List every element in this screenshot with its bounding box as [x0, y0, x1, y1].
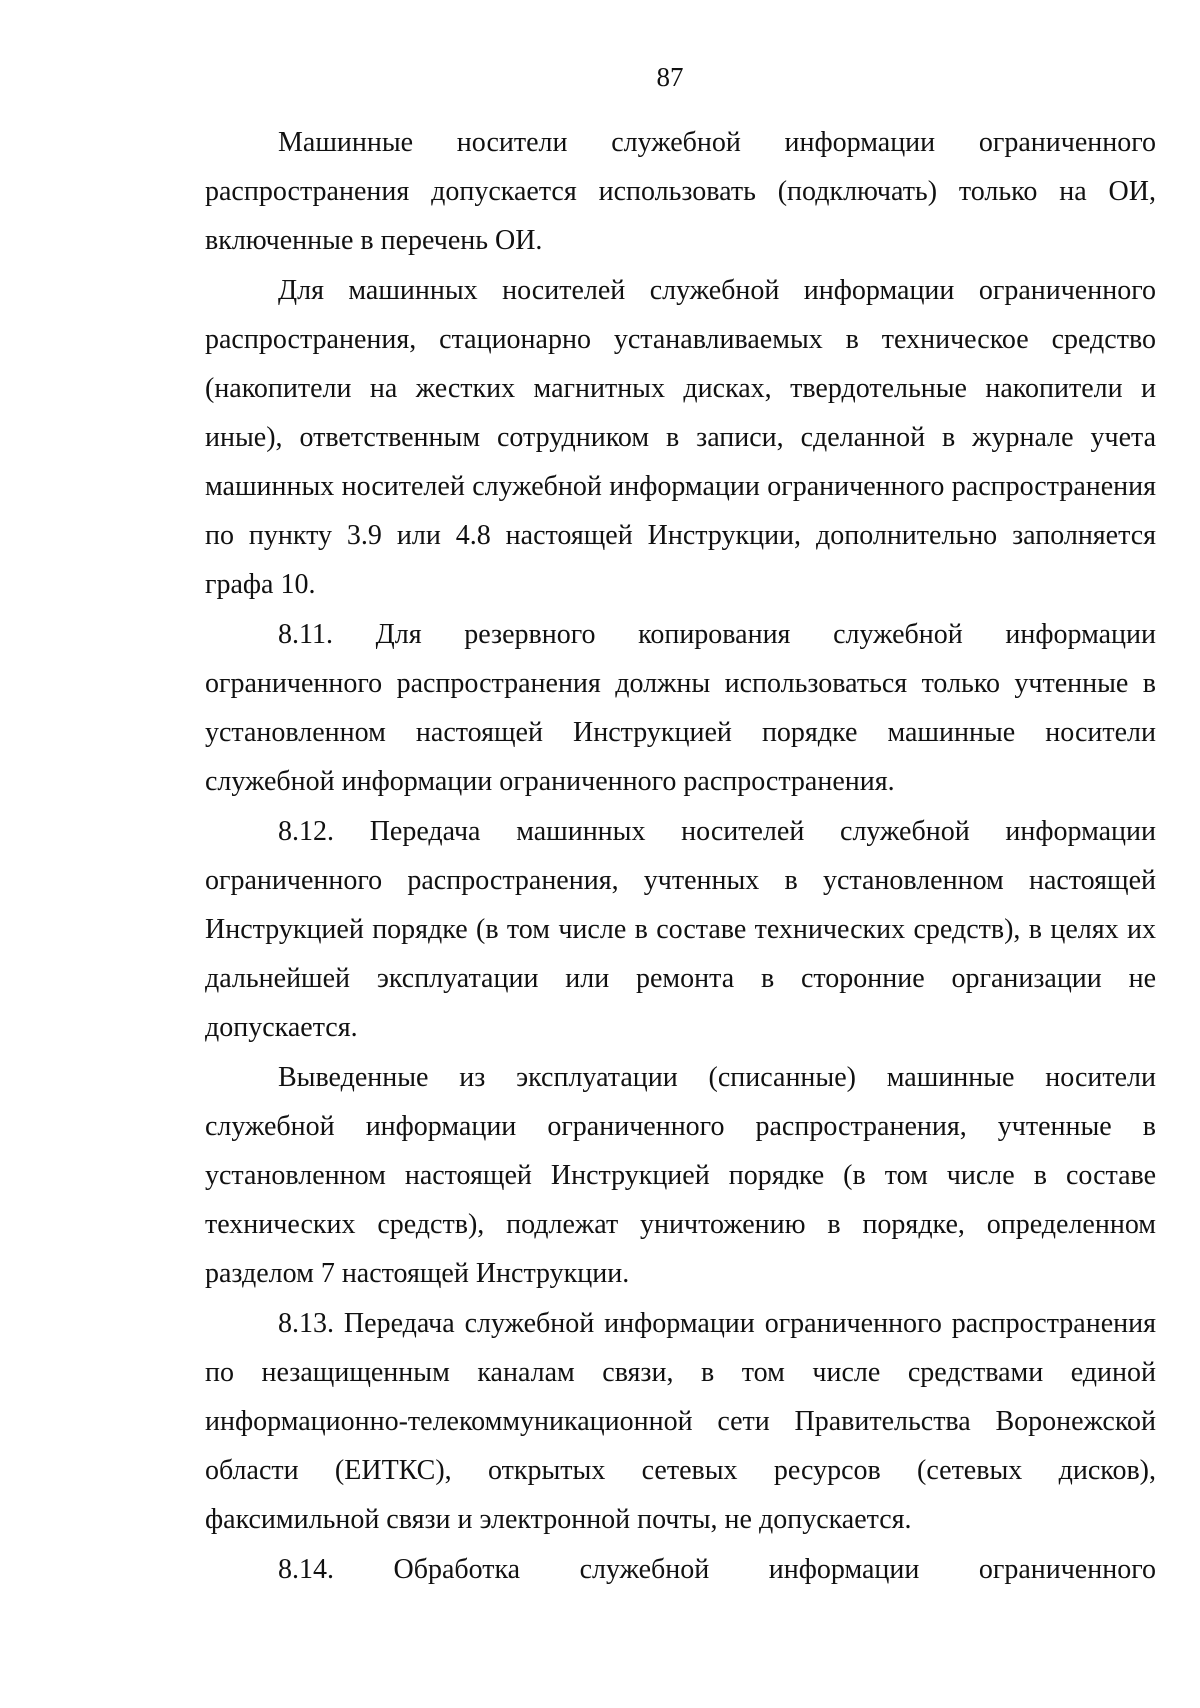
page-number: 87	[656, 62, 684, 92]
paragraph-decommissioned-media: Выведенные из эксплуатации (списанные) машинные носители служебной информации ограниченного распространения, учтенные в установленном настоящей Инструкцией порядке (в том числе в составе технических средств), подлежат уничтожению в порядке, определенном разделом 7 настоящей Инструкции.	[205, 1062, 1156, 1289]
paragraph-8-13-channels: 8.13. Передача служебной информации ограниченного распространения по незащищенным каналам связи, в том числе средствами единой информационно-телекоммуникационной сети Правительства Воронежской области (ЕИТКС), открытых сетевых ресурсов (сетевых дисков), факсимильной связи и электронной почты, не допускается.	[205, 1308, 1156, 1535]
paragraph-8-12-transfer: 8.12. Передача машинных носителей служебной информации ограниченного распространения, учтенных в установленном настоящей Инструкцией порядке (в том числе в составе технических средств), в целях их дальнейшей эксплуатации или ремонта в сторонние организации не допускается.	[205, 816, 1156, 1043]
paragraph-8-14-processing: 8.14. Обработка служебной информации ограниченного	[278, 1554, 1156, 1585]
document-body	[205, 118, 1156, 1595]
paragraph-8-11-backup: 8.11. Для резервного копирования служебной информации ограниченного распространения должны использоваться только учтенные в установленном настоящей Инструкцией порядке машинные носители служебной информации ограниченного распространения.	[205, 619, 1156, 797]
paragraph-media-usage: Машинные носители служебной информации ограниченного распространения допускается использовать (подключать) только на ОИ, включенные в перечень ОИ.	[205, 127, 1156, 256]
paragraph-stationary-media: Для машинных носителей служебной информации ограниченного распространения, стационарно устанавливаемых в техническое средство (накопители на жестких магнитных дисках, твердотельные накопители и иные), ответственным сотрудником в записи, сделанной в журнале учета машинных носителей служебной информации ограниченного распространения по пункту 3.9 или 4.8 настоящей Инструкции, дополнительно заполняется графа 10.	[205, 275, 1156, 600]
